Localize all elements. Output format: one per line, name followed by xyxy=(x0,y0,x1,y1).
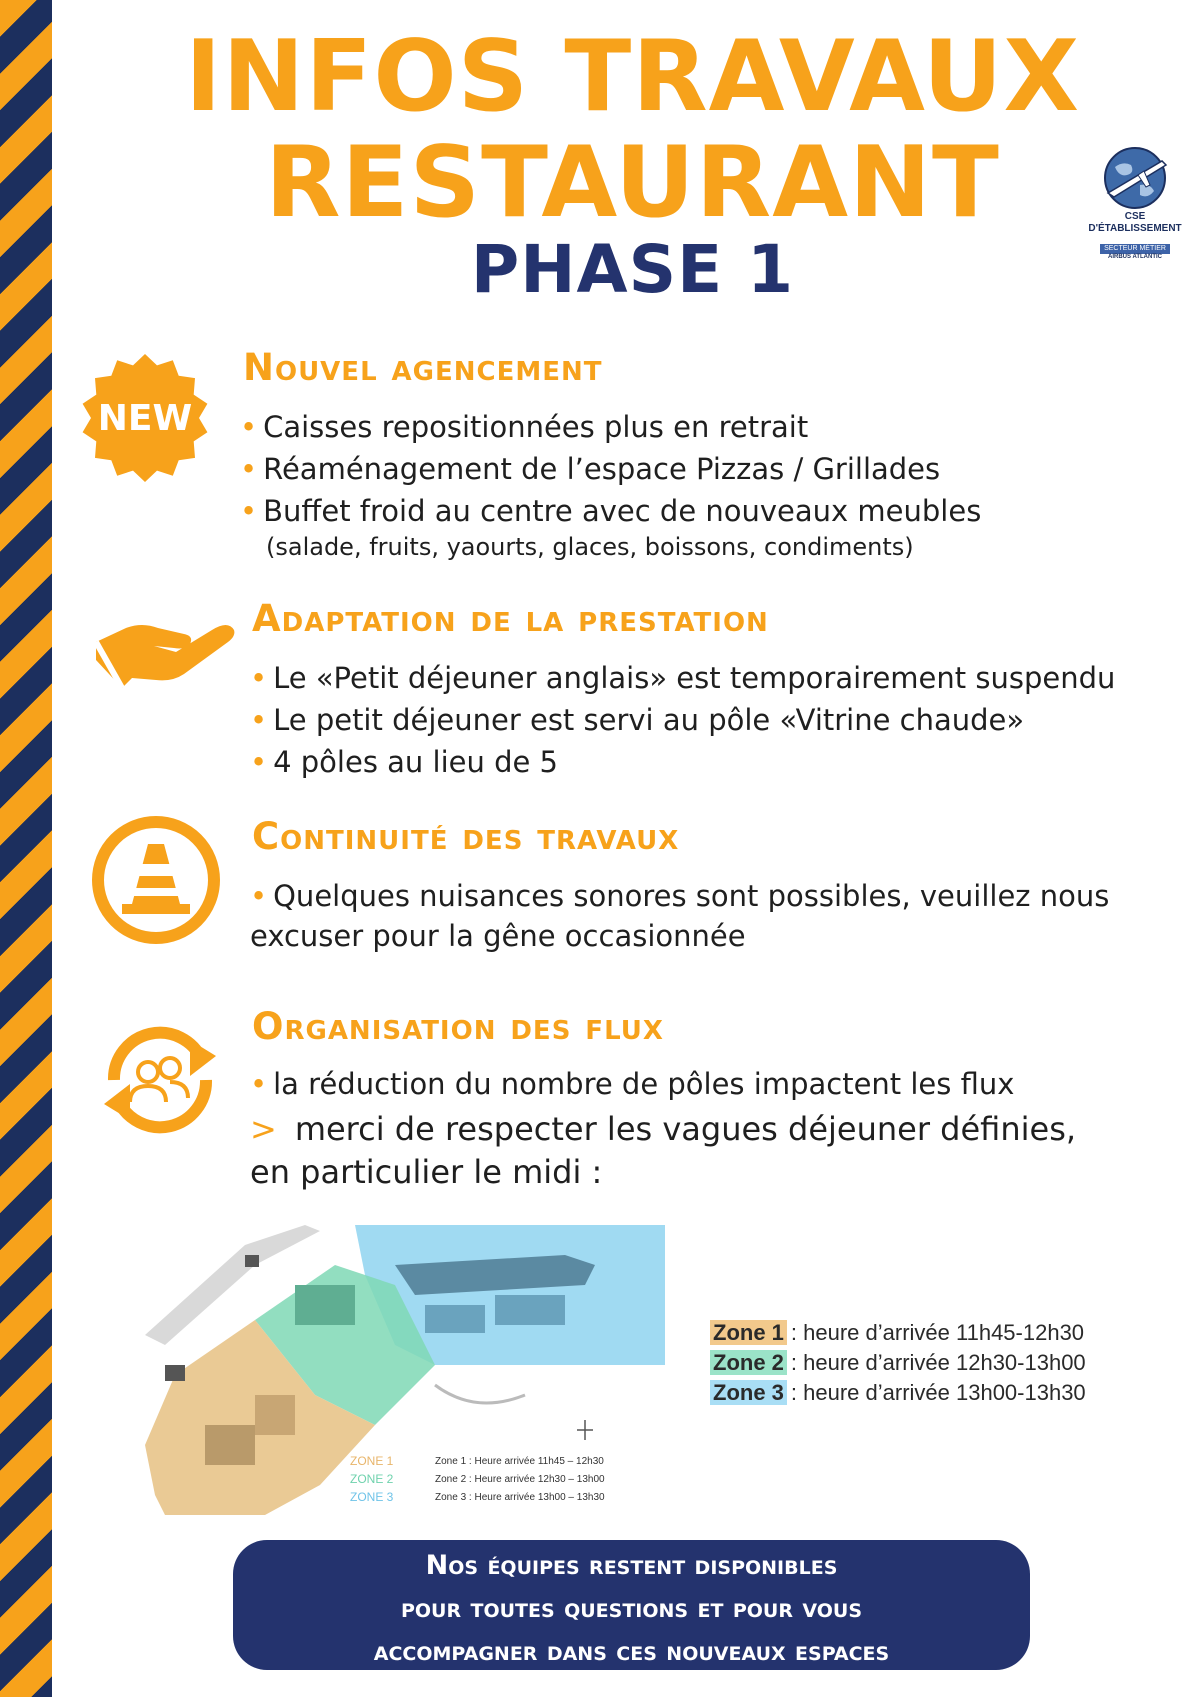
body-text: • la réduction du nombre de pôles impactent les flux xyxy=(250,1067,1015,1101)
body-text: • Quelques nuisances sonores sont possibles, veuillez nous xyxy=(250,879,1110,913)
section-title-continuite: Continuité des travaux xyxy=(252,815,680,858)
arrow-icon: > xyxy=(250,1110,277,1148)
body-text: excuser pour la gêne occasionnée xyxy=(250,919,746,953)
list-item: • Réaménagement de l’espace Pizzas / Grillades xyxy=(240,452,941,486)
body-text: > merci de respecter les vagues déjeuner définies, xyxy=(250,1110,1077,1148)
phase-title: PHASE 1 xyxy=(470,231,795,308)
section-title-adaptation: Adaptation de la prestation xyxy=(252,597,769,640)
list-item-note: (salade, fruits, yaourts, glaces, boissons, condiments) xyxy=(266,533,914,561)
body-text: en particulier le midi : xyxy=(250,1153,603,1191)
new-badge-label: NEW xyxy=(97,398,193,439)
hand-icon xyxy=(92,602,237,690)
list-item: • Le «Petit déjeuner anglais» est temporairement suspendu xyxy=(250,661,1116,695)
title-line-2: RESTAURANT xyxy=(265,126,1000,240)
new-badge-icon xyxy=(80,352,210,484)
zone-map xyxy=(145,1225,665,1515)
globe-plane-icon xyxy=(1100,145,1170,211)
legend-item: Zone 2 : heure d’arrivée 12h30-13h00 xyxy=(710,1350,1086,1376)
list-item: • Le petit déjeuner est servi au pôle «Vitrine chaude» xyxy=(250,703,1025,737)
footer-banner xyxy=(233,1540,1030,1670)
list-item: • 4 pôles au lieu de 5 xyxy=(250,745,558,779)
hazard-stripe-border xyxy=(0,0,52,1697)
traffic-cone-icon xyxy=(88,812,224,948)
legend-item: Zone 1 : heure d’arrivée 11h45-12h30 xyxy=(710,1320,1084,1346)
logo-subtitle: SECTEUR MÉTIER xyxy=(1100,244,1170,254)
map-zone-label: ZONE 1 xyxy=(350,1454,394,1468)
title-line-1: INFOS TRAVAUX xyxy=(184,20,1081,134)
list-item: • Buffet froid au centre avec de nouveaux meubles xyxy=(240,494,982,528)
map-zone-note: Zone 2 : Heure arrivée 12h30 – 13h00 xyxy=(435,1474,605,1485)
map-zone-note: Zone 3 : Heure arrivée 13h00 – 13h30 xyxy=(435,1492,605,1503)
people-cycle-icon xyxy=(90,1010,230,1150)
footer-line: accompagner dans ces nouveaux espaces xyxy=(373,1636,890,1667)
section-title-organisation: Organisation des flux xyxy=(252,1005,664,1048)
section-title-nouvel-agencement: Nouvel agencement xyxy=(243,346,603,389)
map-zone-label: ZONE 3 xyxy=(350,1490,394,1504)
legend-item: Zone 3 : heure d’arrivée 13h00-13h30 xyxy=(710,1380,1086,1406)
map-zone-label: ZONE 2 xyxy=(350,1472,394,1486)
footer-line: pour toutes questions et pour vous xyxy=(400,1593,863,1624)
map-zone-note: Zone 1 : Heure arrivée 11h45 – 12h30 xyxy=(435,1456,604,1467)
logo-company: AIRBUS ATLANTIC xyxy=(1108,254,1162,260)
list-item: • Caisses repositionnées plus en retrait xyxy=(240,410,809,444)
footer-line: Nos équipes restent disponibles xyxy=(425,1550,838,1581)
cse-logo xyxy=(1080,145,1190,260)
logo-name: CSE D'ÉTABLISSEMENT xyxy=(1088,211,1182,234)
